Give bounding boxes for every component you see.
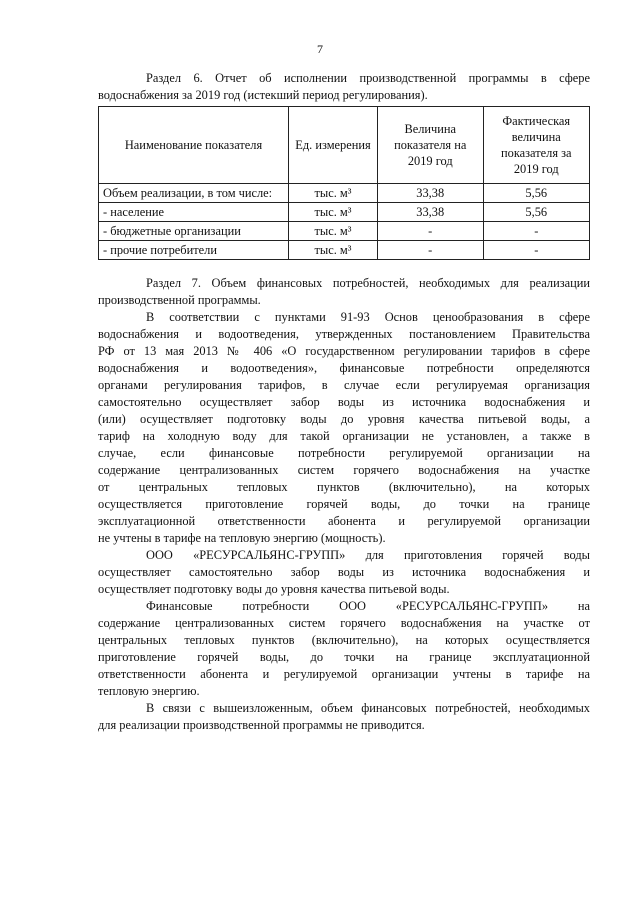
row-plan: - — [377, 241, 483, 260]
row-fact: - — [483, 241, 589, 260]
section-7-heading-line-2: производственной программы. — [98, 293, 261, 307]
header-indicator-name: Наименование показателя — [99, 107, 289, 184]
row-name: - бюджетные организации — [99, 222, 289, 241]
text-line: осуществляет самостоятельно забор воды из источника водоснабжения и — [98, 565, 590, 579]
header-actual-value: Фактическая величина показателя за 2019 год — [483, 107, 589, 184]
text-line: содержание централизованных систем горячего водоснабжения на участке от — [98, 616, 590, 630]
text-line: РФ от 13 мая 2013 № 406 «О государственном регулировании тарифов в сфере — [98, 344, 590, 358]
text-line: В связи с вышеизложенным, объем финансовых потребностей, необходимых — [146, 701, 590, 715]
text-line: водоснабжения и водоотведения», финансовые потребности определяются — [98, 361, 590, 375]
row-unit: тыс. м³ — [289, 241, 378, 260]
row-plan: 33,38 — [377, 184, 483, 203]
text-line: тариф на холодную воду для такой организации не установлен, а также в — [98, 429, 590, 443]
header-plan-value: Величина показателя на 2019 год — [377, 107, 483, 184]
text-line: центральных тепловых пунктов (включительно), на которых осуществляется — [98, 633, 590, 647]
text-line: содержание централизованных систем горячего водоснабжения на участке — [98, 463, 590, 477]
row-fact: - — [483, 222, 589, 241]
text-line: В соответствии с пунктами 91-93 Основ ценообразования в сфере — [146, 310, 590, 324]
table-row — [99, 241, 590, 260]
text-line: осуществляется приготовление горячей воды, до точки на границе — [98, 497, 590, 511]
text-line: водоснабжения и водоотведения, утвержденных постановлением Правительства — [98, 327, 590, 341]
paragraph-4 — [98, 700, 590, 734]
row-plan: 33,38 — [377, 203, 483, 222]
row-name: Объем реализации, в том числе: — [99, 184, 289, 203]
text-line: органами регулирования тарифов, в случае если регулируемая организация — [98, 378, 590, 392]
table-row — [99, 222, 590, 241]
production-program-table — [98, 106, 590, 260]
row-fact: 5,56 — [483, 184, 589, 203]
table-header-row — [99, 107, 590, 184]
section-6-heading — [98, 70, 590, 104]
section-7-heading-line-1: Раздел 7. Объем финансовых потребностей, необходимых для реализации — [146, 276, 590, 290]
row-unit: тыс. м³ — [289, 184, 378, 203]
paragraph-3 — [98, 598, 590, 700]
row-unit: тыс. м³ — [289, 222, 378, 241]
row-unit: тыс. м³ — [289, 203, 378, 222]
text-line: тепловую энергию. — [98, 684, 200, 698]
text-line: не учтены в тарифе на тепловую энергию (мощность). — [98, 531, 386, 545]
text-line: для реализации производственной программы не приводится. — [98, 718, 425, 732]
text-line: самостоятельно осуществляет забор воды из источника водоснабжения и — [98, 395, 590, 409]
section-6-line-2: водоснабжения за 2019 год (истекший период регулирования). — [98, 88, 428, 102]
row-name: - население — [99, 203, 289, 222]
text-line: осуществляет подготовку воды до уровня качества питьевой воды. — [98, 582, 450, 596]
text-line: (или) осуществляет подготовку воды до уровня качества питьевой воды, а — [98, 412, 590, 426]
section-6-line-1: Раздел 6. Отчет об исполнении производственной программы в сфере — [146, 71, 590, 85]
text-line: приготовление горячей воды, до точки на границе эксплуатационной — [98, 650, 590, 664]
row-plan: - — [377, 222, 483, 241]
section-7 — [98, 275, 590, 734]
text-line: эксплуатационной ответственности абонента и регулируемой организации — [98, 514, 590, 528]
text-line: ООО «РЕСУРСАЛЬЯНС-ГРУПП» для приготовления горячей воды — [146, 548, 590, 562]
table-row — [99, 203, 590, 222]
text-line: ответственности абонента и регулируемой организации учтены в тарифе на — [98, 667, 590, 681]
row-fact: 5,56 — [483, 203, 589, 222]
row-name: - прочие потребители — [99, 241, 289, 260]
header-unit: Ед. измерения — [289, 107, 378, 184]
text-line: Финансовые потребности ООО «РЕСУРСАЛЬЯНС-ГРУПП» на — [146, 599, 590, 613]
paragraph-1 — [98, 309, 590, 547]
text-line: случае, если финансовые потребности регулируемой организации на — [98, 446, 590, 460]
table-row — [99, 184, 590, 203]
page-number: 7 — [317, 42, 323, 56]
text-line: от центральных тепловых пунктов (включительно), на которых — [98, 480, 590, 494]
paragraph-2 — [98, 547, 590, 598]
